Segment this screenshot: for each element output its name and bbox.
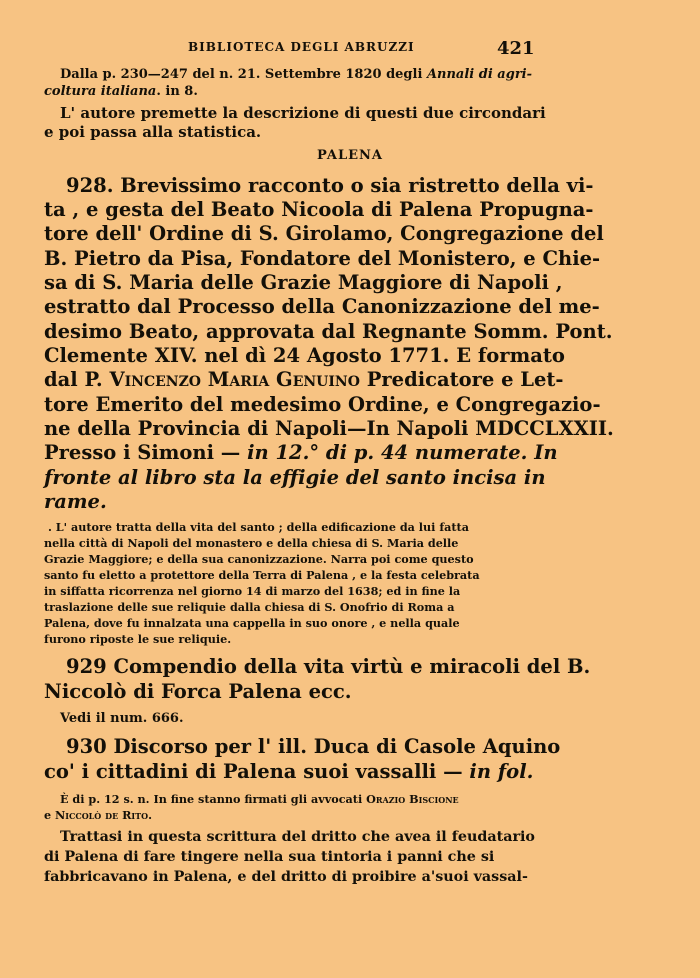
page-number: 421	[497, 38, 535, 59]
entry-930-line: co' i cittadini di Palena suoi vassalli — in fol.	[44, 760, 534, 783]
entry-928-line: 928. Brevissimo racconto o sia ristretto della vi-	[66, 174, 594, 197]
entry-930-note: e Niccolò de Rito.	[44, 808, 152, 822]
note-line: nella città di Napoli del monastero e della chiesa di S. Maria delle	[44, 536, 459, 550]
running-title: BIBLIOTECA DEGLI ABRUZZI	[188, 40, 415, 54]
note-line: furono riposte le sue reliquie.	[44, 632, 232, 646]
entry-929-line: 929 Compendio della vita virtù e miracoli del B.	[66, 655, 591, 678]
note-line: in siffatta ricorrenza nel giorno 14 di marzo del 1638; ed in fine la	[44, 584, 461, 598]
intro-line-3: L' autore premette la descrizione di questi due circondari	[60, 104, 546, 122]
section-heading: PALENA	[317, 148, 383, 163]
entry-928-line: estratto dal Processo della Canonizzazione del me-	[44, 295, 600, 318]
intro-line-1: Dalla p. 230—247 del n. 21. Settembre 1820 degli Annali di agri-	[60, 67, 533, 82]
entry-929-line: Niccolò di Forca Palena ecc.	[44, 680, 352, 703]
note-line: Grazie Maggiore; e della sua canonizzazione. Narra poi come questo	[44, 552, 474, 566]
intro-line-2: coltura italiana. in 8.	[44, 84, 198, 99]
note-line: traslazione delle sue reliquie dalla chiesa di S. Onofrio di Roma a	[44, 600, 455, 614]
entry-930-paragraph: fabbricavano in Palena, e del dritto di proibire a'suoi vassal-	[44, 869, 528, 885]
entry-930-line: 930 Discorso per l' ill. Duca di Casole Aquino	[66, 735, 561, 758]
running-header	[0, 38, 700, 60]
entry-928-line: dal P. Vincenzo Maria Genuino Predicatore e Let-	[44, 368, 564, 391]
entry-928-line: fronte al libro sta la effigie del santo incisa in	[44, 466, 546, 489]
entry-928-line: ta , e gesta del Beato Nicoola di Palena Propugna-	[44, 198, 594, 221]
entry-930-paragraph: Trattasi in questa scrittura del dritto che avea il feudatario	[60, 829, 535, 845]
entry-930-paragraph: di Palena di fare tingere nella sua tintoria i panni che si	[44, 849, 495, 865]
intro-line-4: e poi passa alla statistica.	[44, 123, 262, 141]
note-line: . L' autore tratta della vita del santo ; della edificazione da lui fatta	[48, 520, 469, 534]
note-line: santo fu eletto a protettore della Terra di Palena , e la festa celebrata	[44, 568, 480, 582]
entry-928-line: tore Emerito del medesimo Ordine, e Congregazio-	[44, 393, 601, 416]
entry-928-line: ne della Provincia di Napoli—In Napoli MDCCLXXII.	[44, 417, 614, 440]
entry-929-note: Vedi il num. 666.	[60, 711, 184, 726]
note-line: Palena, dove fu innalzata una cappella in suo onore , e nella quale	[44, 616, 460, 630]
entry-928-line: Clemente XIV. nel dì 24 Agosto 1771. E formato	[44, 344, 565, 367]
entry-930-note: È di p. 12 s. n. In fine stanno firmati gli avvocati Orazio Biscione	[60, 792, 459, 806]
entry-928-line: Presso i Simoni — in 12.° di p. 44 numerate. In	[44, 441, 558, 464]
entry-928-line: tore dell' Ordine di S. Girolamo, Congregazione del	[44, 222, 604, 245]
entry-928-line: sa di S. Maria delle Grazie Maggiore di Napoli ,	[44, 271, 563, 294]
entry-928-line: B. Pietro da Pisa, Fondatore del Monistero, e Chie-	[44, 247, 601, 270]
entry-928-line: desimo Beato, approvata dal Regnante Somm. Pont.	[44, 320, 613, 343]
entry-928-line: rame.	[44, 490, 107, 513]
